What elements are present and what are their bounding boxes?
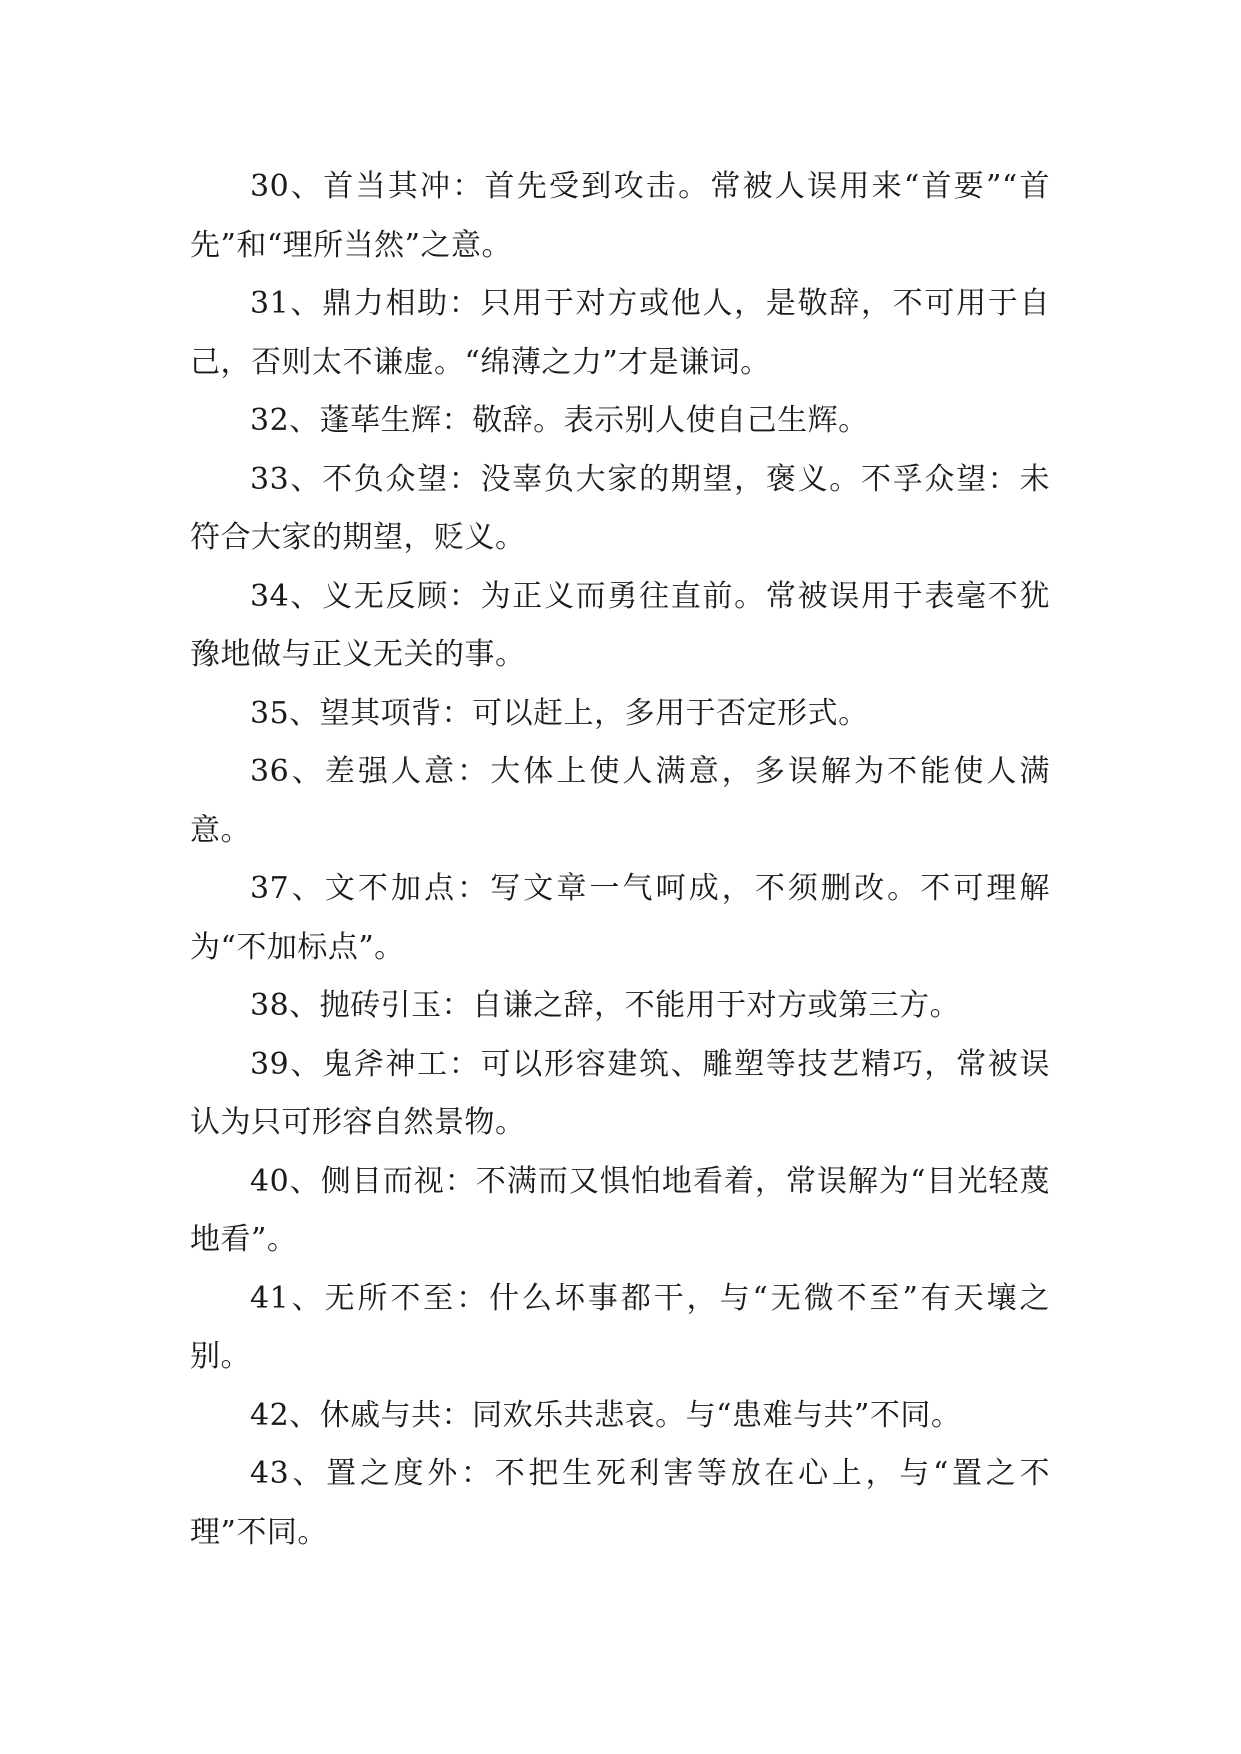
paragraph-42: 42、休戚与共：同欢乐共悲哀。与“患难与共”不同。 — [250, 1397, 962, 1433]
paragraph-33: 33、不负众望：没辜负大家的期望，褒义。不孚众望：未符合大家的期望，贬义。 — [190, 461, 1050, 555]
paragraph-37: 37、文不加点：写文章一气呵成，不须删改。不可理解为“不加标点”。 — [190, 871, 1050, 965]
paragraph-38: 38、抛砖引玉：自谦之辞，不能用于对方或第三方。 — [250, 988, 961, 1023]
paragraph-40: 40、侧目而视：不满而又惧怕地看着，常误解为“目光轻蔑地看”。 — [190, 1163, 1050, 1257]
document-body — [190, 158, 1050, 1562]
paragraph-32: 32、蓬荜生辉：敬辞。表示别人使自己生辉。 — [250, 403, 869, 438]
paragraph-30: 30、首当其冲：首先受到攻击。常被人误用来“首要”“首先”和“理所当然”之意。 — [190, 169, 1050, 263]
paragraph-34: 34、义无反顾：为正义而勇往直前。常被误用于表毫不犹豫地做与正义无关的事。 — [190, 578, 1050, 672]
paragraph-39: 39、鬼斧神工：可以形容建筑、雕塑等技艺精巧，常被误认为只可形容自然景物。 — [190, 1046, 1050, 1140]
paragraph-43: 43、置之度外：不把生死利害等放在心上，与“置之不理”不同。 — [190, 1456, 1050, 1550]
paragraph-41: 41、无所不至：什么坏事都干，与“无微不至”有天壤之别。 — [190, 1280, 1050, 1374]
paragraph-35: 35、望其项背：可以赶上，多用于否定形式。 — [250, 695, 869, 731]
paragraph-36: 36、差强人意：大体上使人满意，多误解为不能使人满意。 — [190, 754, 1050, 848]
paragraph-31: 31、鼎力相助：只用于对方或他人，是敬辞，不可用于自己，否则太不谦虚。“绵薄之力”才是谦词。 — [190, 286, 1050, 380]
